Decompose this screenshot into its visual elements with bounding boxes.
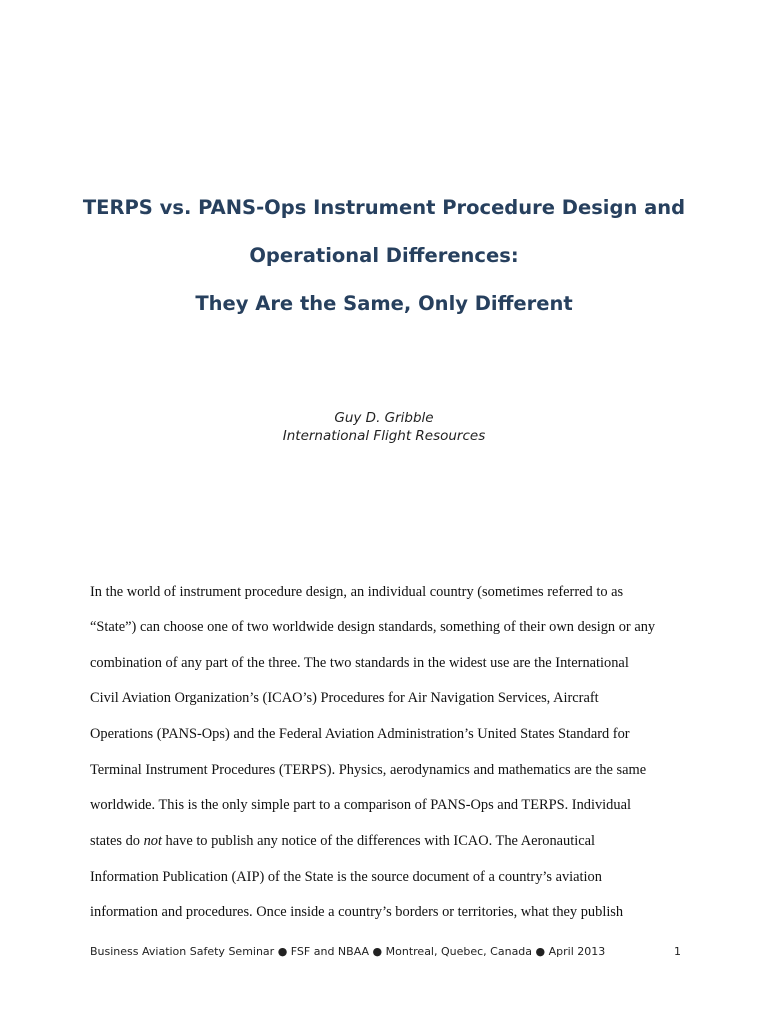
page-number: 1 [674,945,681,958]
body-text-line: “State”) can choose one of two worldwide design standards, something of their own design or any [90,619,656,635]
body-text-line: Operations (PANS-Ops) and the Federal Aviation Administration’s United States Standard for [90,726,630,742]
author-name: Guy D. Gribble [334,410,434,426]
document-subtitle: They Are the Same, Only Different [195,292,573,315]
body-text-line: Civil Aviation Organization’s (ICAO’s) Procedures for Air Navigation Services, Aircraft [90,690,599,706]
body-text-line: worldwide. This is the only simple part to a comparison of PANS-Ops and TERPS. Individual [90,797,631,813]
author-organization: International Flight Resources [282,428,486,444]
emphasis-text: not [143,833,162,849]
body-text-line: In the world of instrument procedure design, an individual country (sometimes referred to as [90,584,624,600]
body-text-line: combination of any part of the three. The two standards in the widest use are the International [90,655,629,671]
body-text-line: Information Publication (AIP) of the State is the source document of a country’s aviation [90,869,602,885]
page-footer: Business Aviation Safety Seminar ● FSF and NBAA ● Montreal, Quebec, Canada ● April 2013 [90,945,606,958]
body-text-segment: have to publish any notice of the differences with ICAO. The Aeronautical [161,833,596,849]
body-text-segment: states do [90,833,144,849]
body-text-line: information and procedures. Once inside a country’s borders or territories, what they publish [90,904,624,920]
document-title-line-2: Operational Differences: [249,244,519,267]
body-text-line [90,833,595,850]
body-text-line: Terminal Instrument Procedures (TERPS). Physics, aerodynamics and mathematics are the same [90,762,647,778]
document-title-line-1: TERPS vs. PANS-Ops Instrument Procedure Design and [82,196,686,219]
